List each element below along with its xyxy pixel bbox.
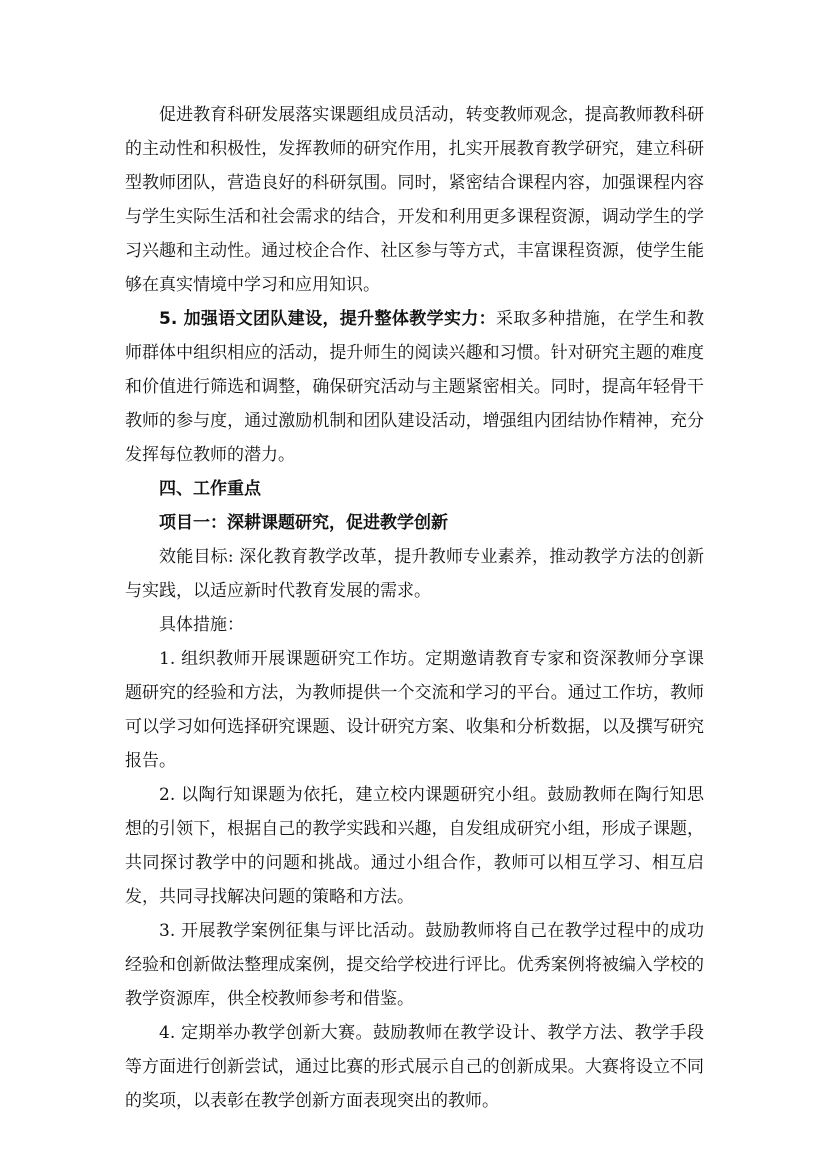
paragraph-lead: 5. 加强语文团队建设，提升整体教学实力： (159, 309, 497, 329)
paragraph-text: 促进教育科研发展落实课题组成员活动，转变教师观念，提高教师教科研的主动性和积极性，发挥教师的研究作用，扎实开展教育教学研究，建立科研型教师团队，营造良好的科研氛围。同时，紧密结合课程内容，加强课程内容与学生实际生活和社会需求的结合，开发和利用更多课程资源，调动学生的学习兴趣和主动性。通过校企合作、社区参与等方式，丰富课程资源，使学生能够在真实情境中学习和应用知识。 (125, 105, 704, 295)
section-heading: 四、工作重点 (159, 479, 261, 499)
paragraph-text: 采取多种措施，在学生和教师群体中组织相应的活动，提升师生的阅读兴趣和习惯。针对研究主题的难度和价值进行筛选和调整，确保研究活动与主题紧密相关。同时，提高年轻骨干教师的参与度，通过激励机制和团队建设活动，增强组内团结协作精神，充分发挥每位教师的潜力。 (125, 309, 704, 465)
measure-item-4: 4. 定期举办教学创新大赛。鼓励教师在教学设计、教学方法、教学手段等方面进行创新尝试，通过比赛的形式展示自己的创新成果。大赛将设立不同的奖项，以表彰在教学创新方面表现突出的教师。 (125, 1023, 704, 1111)
paragraph-team-building (125, 302, 704, 472)
measure-item-2: 2. 以陶行知课题为依托，建立校内课题研究小组。鼓励教师在陶行知思想的引领下，根据自己的教学实践和兴趣，自发组成研究小组，形成子课题，共同探讨教学中的问题和挑战。通过小组合作，教师可以相互学习、相互启发，共同寻找解决问题的策略和方法。 (125, 785, 704, 907)
measure-item-3: 3. 开展教学案例征集与评比活动。鼓励教师将自己在教学过程中的成功经验和创新做法整理成案例，提交给学校进行评比。优秀案例将被编入学校的教学资源库，供全校教师参考和借鉴。 (125, 921, 704, 1009)
paragraph-research-development (125, 98, 704, 302)
goal-paragraph: 效能目标: 深化教育教学改革，提升教师专业素养，推动教学方法的创新与实践，以适应新时代教育发展的需求。 (125, 547, 704, 601)
measure-item-1: 1. 组织教师开展课题研究工作坊。定期邀请教育专家和资深教师分享课题研究的经验和方法，为教师提供一个交流和学习的平台。通过工作坊，教师可以学习如何选择研究课题、设计研究方案、收集和分析数据，以及撰写研究报告。 (125, 649, 704, 771)
project-title: 项目一：深耕课题研究，促进教学创新 (159, 513, 448, 533)
measures-label: 具体措施： (159, 615, 244, 635)
